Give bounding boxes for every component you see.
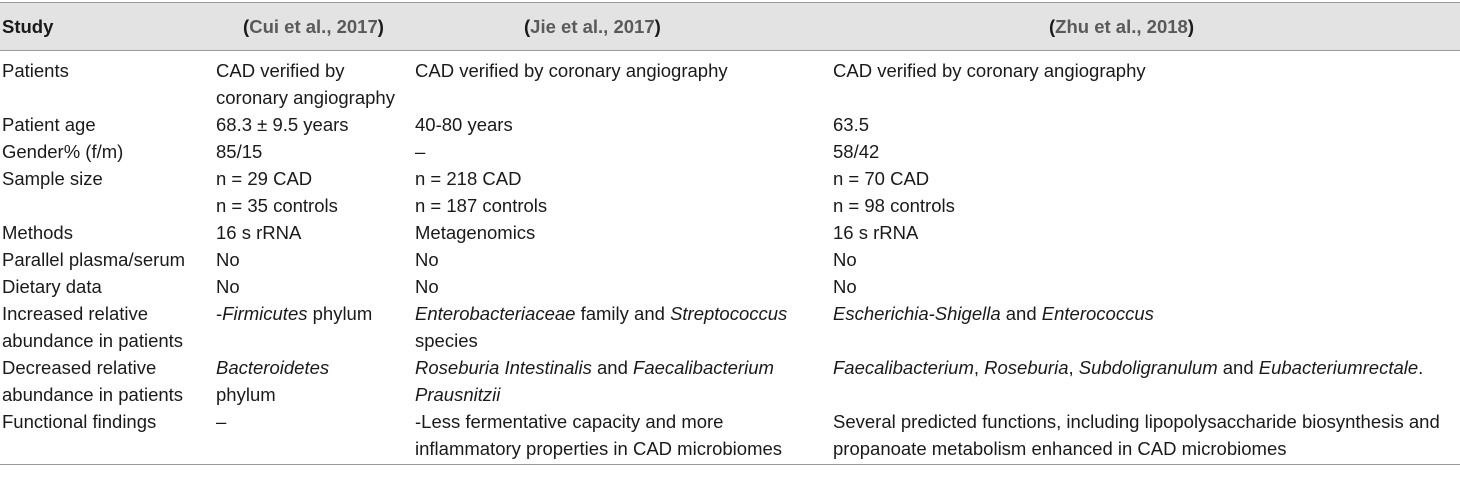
table-row: [0, 246, 1460, 273]
taxon-name: Eubacteriumrectale: [1258, 357, 1419, 378]
sample-controls: n = 98 controls: [833, 195, 955, 216]
cell-zhu: Faecalibacterium, Roseburia, Subdoligranulum and Eubacteriumrectale.: [833, 357, 1424, 378]
taxon-name: Enterococcus: [1041, 303, 1154, 324]
cell-zhu: 16 s rRNA: [833, 222, 919, 243]
cell-zhu: [822, 165, 1460, 219]
cell-cui: No: [216, 249, 240, 270]
table-row: [0, 138, 1460, 165]
cell-cui: 68.3 ± 9.5 years: [216, 114, 349, 135]
cui-citation-text[interactable]: Cui et al., 2017: [249, 15, 378, 37]
cell-cui: –: [203, 408, 404, 465]
cell-zhu: Several predicted functions, including lipopolysaccharide biosynthesis and propanoate metabolism enhanced in CAD microbiomes: [822, 408, 1460, 465]
row-label: Dietary data: [2, 276, 102, 297]
cell-jie: Metagenomics: [415, 222, 536, 243]
cell-jie: Enterobacteriaceae family and Streptococcus species: [415, 303, 788, 351]
table-row: [0, 219, 1460, 246]
cell-jie: No: [415, 249, 439, 270]
taxon-name: Faecalibacterium Prausnitzii: [415, 357, 774, 405]
cell-jie: No: [415, 276, 439, 297]
row-label: Decreased relative abundance in patients: [2, 357, 184, 405]
cell-jie: 40-80 years: [415, 114, 513, 135]
sample-cad: n = 29 CAD: [216, 168, 313, 189]
cell-zhu: No: [833, 249, 857, 270]
taxon-name: Firmicutes: [222, 303, 308, 324]
zhu-citation-text[interactable]: Zhu et al., 2018: [1055, 15, 1188, 37]
taxon-name: Subdoligranulum: [1078, 357, 1218, 378]
header-jie-citation[interactable]: (Jie et al., 2017): [404, 3, 822, 51]
row-label: Increased relative abundance in patients: [2, 303, 184, 351]
row-label: Methods: [2, 222, 73, 243]
sample-controls: n = 187 controls: [415, 195, 548, 216]
row-label: Patient age: [2, 114, 96, 135]
jie-citation-text[interactable]: Jie et al., 2017: [530, 15, 655, 37]
cell-zhu: CAD verified by coronary angiography: [833, 60, 1146, 81]
taxon-name: Streptococcus: [670, 303, 788, 324]
sample-cad: n = 218 CAD: [415, 168, 522, 189]
row-label: Sample size: [2, 168, 103, 189]
header-study: Study: [0, 3, 203, 51]
cell-jie: –: [415, 141, 426, 162]
row-label: Gender% (f/m): [2, 141, 124, 162]
taxon-name: Escherichia-Shigella: [833, 303, 1001, 324]
study-comparison-table: [0, 2, 1460, 465]
taxon-name: Faecalibacterium: [833, 357, 974, 378]
cell-cui: Bacteroidetes phylum: [216, 357, 330, 405]
row-label: Functional findings: [0, 408, 203, 465]
cell-cui: [203, 165, 404, 219]
cell-zhu: No: [833, 276, 857, 297]
cell-cui: CAD verified by coronary angiography: [216, 60, 395, 108]
cell-cui: No: [216, 276, 240, 297]
table-row: [0, 51, 1460, 112]
cell-zhu: 63.5: [833, 114, 870, 135]
header-cui-citation[interactable]: (Cui et al., 2017): [203, 3, 404, 51]
cell-jie: CAD verified by coronary angiography: [415, 60, 728, 81]
sample-cad: n = 70 CAD: [833, 168, 930, 189]
cell-jie: [404, 165, 822, 219]
header-row: [0, 3, 1460, 51]
cell-cui: -Firmicutes phylum: [216, 303, 373, 324]
cell-cui: 16 s rRNA: [216, 222, 302, 243]
taxon-name: Bacteroidetes: [216, 357, 330, 378]
cell-jie: -Less fermentative capacity and more inflammatory properties in CAD microbiomes: [404, 408, 822, 465]
taxon-name: Roseburia: [984, 357, 1069, 378]
table-row: [0, 111, 1460, 138]
cell-jie: Roseburia Intestinalis and Faecalibacterium Prausnitzii: [415, 357, 774, 405]
cell-zhu: 58/42: [833, 141, 880, 162]
cell-zhu: Escherichia-Shigella and Enterococcus: [833, 303, 1154, 324]
taxon-name: Enterobacteriaceae: [415, 303, 576, 324]
table-row: [0, 408, 1460, 465]
row-label: Patients: [2, 60, 69, 81]
table-row: [0, 165, 1460, 219]
taxon-name: Roseburia Intestinalis: [415, 357, 592, 378]
header-zhu-citation[interactable]: (Zhu et al., 2018): [822, 3, 1460, 51]
table-row: [0, 273, 1460, 300]
sample-controls: n = 35 controls: [216, 195, 338, 216]
row-label: Parallel plasma/serum: [2, 249, 186, 270]
cell-cui: 85/15: [216, 141, 263, 162]
table-row: [0, 300, 1460, 354]
table-row: [0, 354, 1460, 408]
